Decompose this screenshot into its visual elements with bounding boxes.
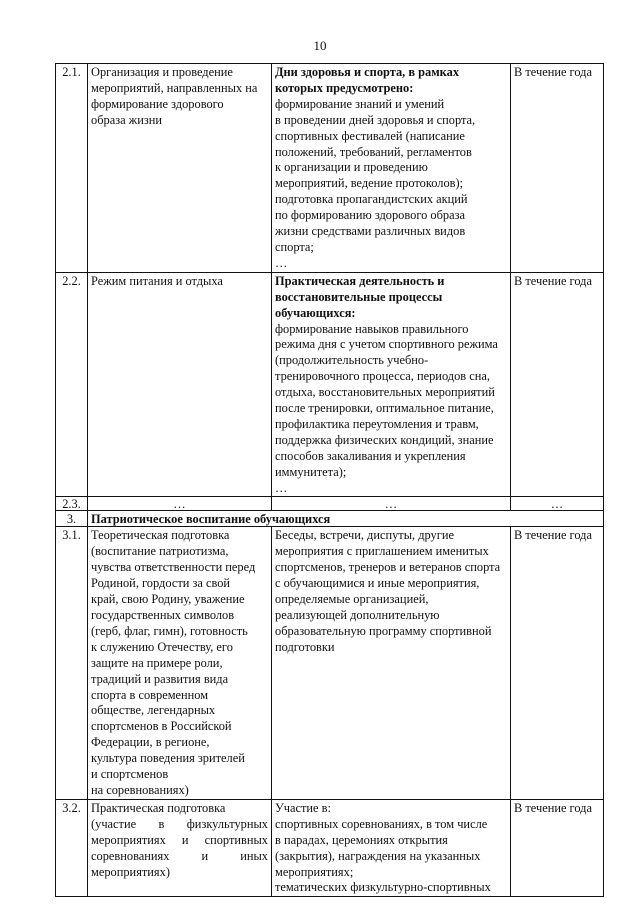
row-name-line: (герб, флаг, гимн), готовность <box>91 623 248 638</box>
row-content-line: поддержка физических кондиций, знание <box>275 432 494 447</box>
row-number: 2.3. <box>56 497 88 511</box>
section-title: Патриотическое воспитание обучающихся <box>88 511 604 527</box>
row-name-line: и спортсменов <box>91 767 169 782</box>
row-content-line: профилактика переутомления и травм, <box>275 416 479 431</box>
table-row <box>56 272 604 497</box>
row-content-line: положений, требований, регламентов <box>275 144 472 159</box>
table-row <box>56 497 604 511</box>
row-content-line: спортивных фестивалей (написание <box>275 128 465 143</box>
row-name-line: Федерации, в регионе, <box>91 735 210 750</box>
row-term: … <box>511 497 604 511</box>
row-name-line: чувства ответственности перед <box>91 560 256 575</box>
row-number: 2.1. <box>56 64 88 273</box>
row-name-line: (участие в физкультурных <box>91 816 268 831</box>
table-row <box>56 799 604 896</box>
row-content-line: спортивных соревнованиях, в том числе <box>275 816 488 831</box>
row-name-line: обществе, легендарных <box>91 703 216 718</box>
row-content-line: определяемые организацией, <box>275 592 429 607</box>
row-content-line: с обучающимися и иные мероприятия, <box>275 576 480 591</box>
row-content-heading: Дни здоровья и спорта, в рамках <box>275 65 460 79</box>
row-name-line: спортсменов в Российской <box>91 719 232 734</box>
row-number: 3.1. <box>56 527 88 799</box>
row-name-line: соревнованиях и иных <box>91 848 268 863</box>
table-row <box>56 527 604 799</box>
row-content-line: жизни средствами различных видов <box>275 224 466 239</box>
row-name <box>88 527 272 799</box>
row-name-line: спорта в современном <box>91 687 209 702</box>
row-name-line: мероприятий, направленных на <box>91 80 258 95</box>
row-content-line: способов закаливания и укрепления <box>275 448 466 463</box>
row-name-line: Режим питания и отдыха <box>91 273 223 288</box>
row-number: 3.2. <box>56 799 88 896</box>
row-term: В течение года <box>511 527 604 799</box>
row-content-line: в проведении дней здоровья и спорта, <box>275 112 476 127</box>
row-content-line: иммунитета); <box>275 464 347 479</box>
row-content-heading: которых предусмотрено: <box>275 80 414 95</box>
row-name-line: (воспитание патриотизма, <box>91 544 229 559</box>
row-name-line: культура поведения зрителей <box>91 751 245 766</box>
row-content-line: … <box>275 480 288 495</box>
row-content-line: образовательную программу спортивной <box>275 623 492 638</box>
row-content-line: реализующей дополнительную <box>275 608 440 622</box>
row-term: В течение года <box>511 64 604 273</box>
row-name-line: Теоретическая подготовка <box>91 528 230 543</box>
row-content-line: спорта; <box>275 239 314 254</box>
row-content-heading: Практическая деятельность и <box>275 273 445 288</box>
row-content <box>272 272 511 497</box>
row-content-line: мероприятия с приглашением именитых <box>275 544 489 559</box>
row-content-heading: восстановительные процессы <box>275 289 443 304</box>
row-name-line: мероприятиях и спортивных <box>91 832 268 847</box>
row-content-line: спортсменов, тренеров и ветеранов спорта <box>275 560 501 575</box>
row-content-line: Участие в: <box>275 800 331 815</box>
row-name: … <box>88 497 272 511</box>
section-number: 3. <box>56 511 88 527</box>
row-name-line: мероприятиях) <box>91 864 170 879</box>
row-name <box>88 64 272 273</box>
row-number: 2.2. <box>56 272 88 497</box>
row-content-line: формирование навыков правильного <box>275 321 469 336</box>
row-content-line: подготовки <box>275 639 335 654</box>
row-name-line: к служению Отечеству, его <box>91 639 233 654</box>
row-content-line: после тренировки, оптимальное питание, <box>275 401 494 416</box>
row-content-line: Беседы, встречи, диспуты, другие <box>275 528 454 543</box>
row-content-line: к организации и проведению <box>275 160 428 175</box>
row-name-line: образа жизни <box>91 112 163 127</box>
row-content-line: отдыха, восстановительных мероприятий <box>275 385 495 400</box>
row-content: … <box>272 497 511 511</box>
row-name-line: Организация и проведение <box>91 65 233 79</box>
row-content-line: мероприятиях; <box>275 864 354 879</box>
row-content <box>272 527 511 799</box>
row-name-line: формирование здорового <box>91 96 224 111</box>
row-name-line: традиций и развития вида <box>91 671 229 686</box>
row-term: В течение года <box>511 799 604 896</box>
row-name <box>88 272 272 497</box>
row-name-line: защите на примере роли, <box>91 655 223 670</box>
row-content <box>272 799 511 896</box>
row-content-line: режима дня с учетом спортивного режима <box>275 337 498 352</box>
table-row <box>56 64 604 273</box>
row-content-line: тренировочного процесса, периодов сна, <box>275 369 490 384</box>
row-name-line: на соревнованиях) <box>91 782 189 797</box>
row-content-line: … <box>275 255 288 270</box>
row-content-heading: обучающихся: <box>275 305 356 320</box>
row-name-line: Практическая подготовка <box>91 800 226 815</box>
row-content-line: тематических физкультурно-спортивных <box>275 880 491 895</box>
plan-table <box>55 63 604 897</box>
row-term: В течение года <box>511 272 604 497</box>
page-number: 10 <box>313 38 327 53</box>
row-content-line: (продолжительность учебно- <box>275 353 429 368</box>
section-row <box>56 511 604 527</box>
row-name-line: государственных символов <box>91 608 235 622</box>
row-name-line: Родиной, гордости за свой <box>91 576 231 591</box>
row-content-line: (закрытия), награждения на указанных <box>275 848 481 863</box>
row-content-line: по формированию здорового образа <box>275 208 465 223</box>
row-content <box>272 64 511 273</box>
row-name <box>88 799 272 896</box>
row-content-line: в парадах, церемониях открытия <box>275 832 448 847</box>
row-content-line: подготовка пропагандистских акций <box>275 192 468 207</box>
row-name-line: край, свою Родину, уважение <box>91 592 245 607</box>
row-content-line: формирование знаний и умений <box>275 96 445 111</box>
row-content-line: мероприятий, ведение протоколов); <box>275 176 464 191</box>
